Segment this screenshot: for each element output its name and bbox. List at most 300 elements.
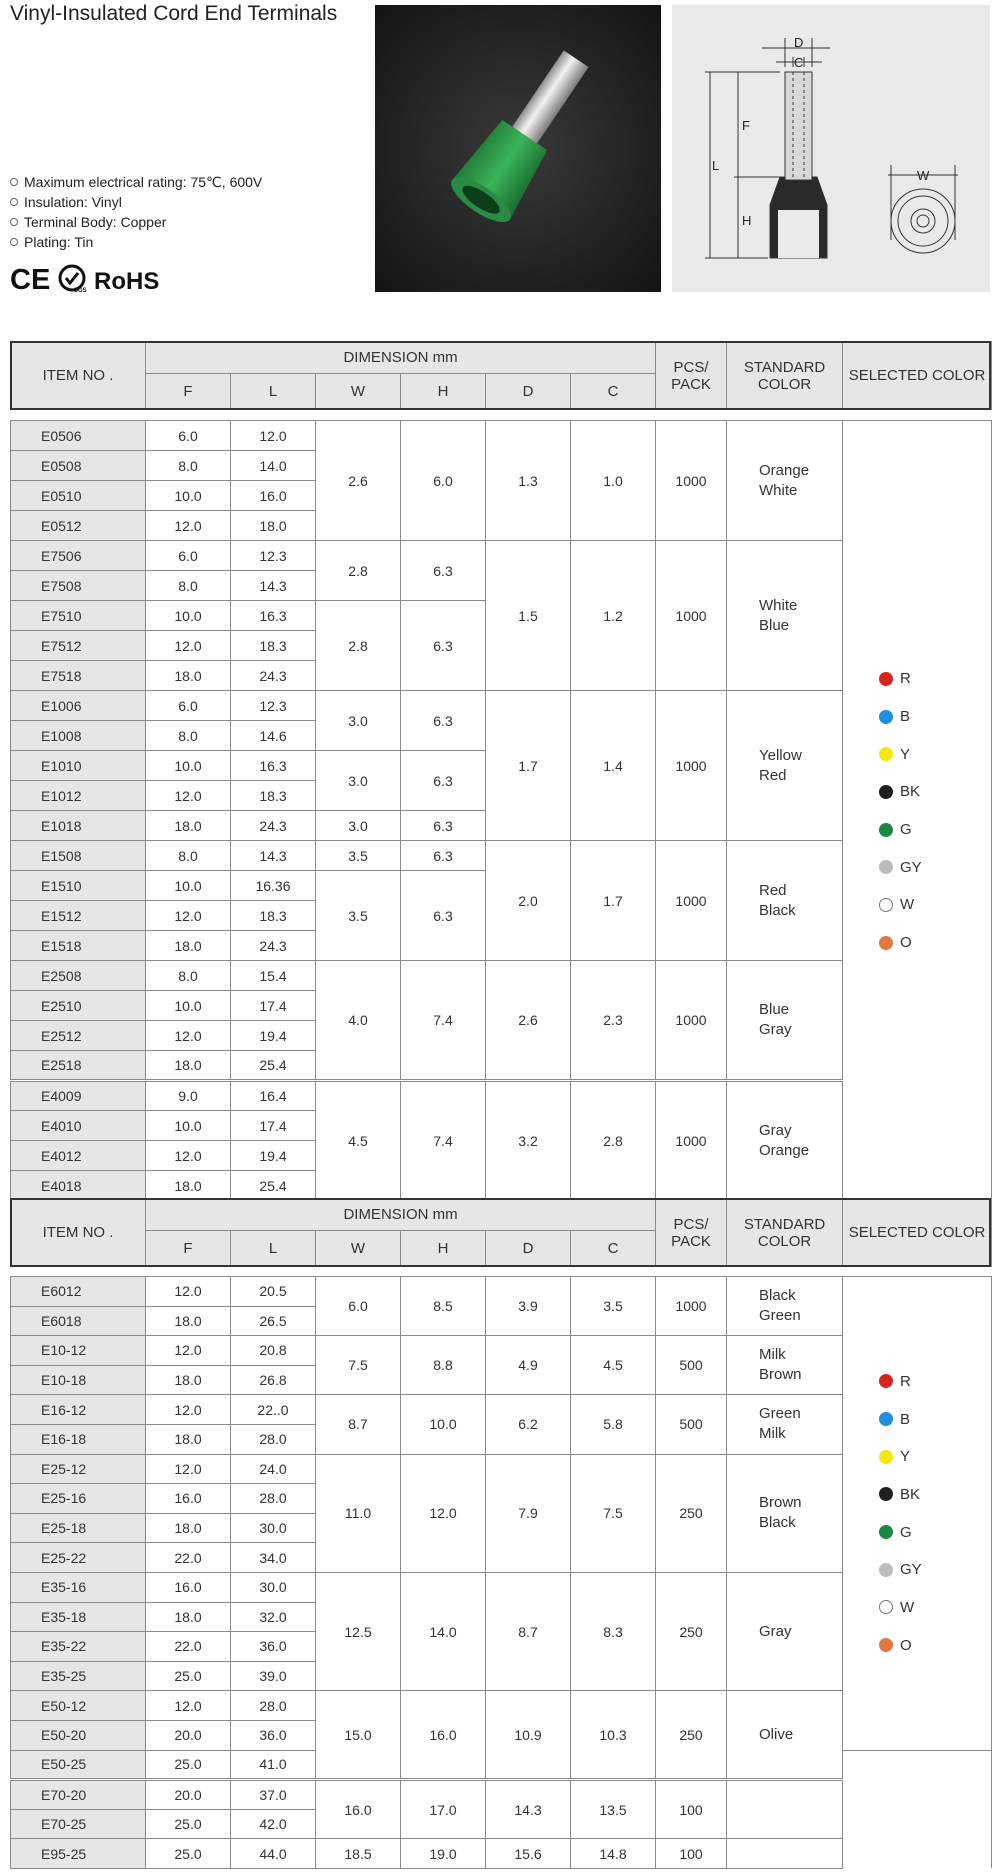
color-swatch (879, 1513, 912, 1551)
header-col-h: H (401, 1231, 486, 1267)
d-cell: 2.0 (486, 841, 571, 961)
f-cell: 12.0 (146, 1691, 231, 1721)
h-cell: 6.3 (401, 541, 486, 601)
w-cell: 3.0 (316, 811, 401, 841)
c-cell: 2.3 (571, 961, 656, 1081)
f-cell: 25.0 (146, 1661, 231, 1691)
w-cell: 2.8 (316, 541, 401, 601)
c-cell: 8.3 (571, 1572, 656, 1690)
item-no-cell: E7512 (11, 631, 146, 661)
w-cell: 6.0 (316, 1277, 401, 1336)
h-cell: 19.0 (401, 1839, 486, 1869)
l-cell: 14.0 (231, 451, 316, 481)
w-cell: 3.5 (316, 871, 401, 961)
f-cell: 25.0 (146, 1839, 231, 1869)
w-cell: 3.0 (316, 691, 401, 751)
h-cell: 6.3 (401, 811, 486, 841)
item-no-cell: E1508 (11, 841, 146, 871)
f-cell: 12.0 (146, 1021, 231, 1051)
spec-item (10, 192, 262, 212)
d-cell: 2.6 (486, 961, 571, 1081)
standard-color-cell (727, 1572, 843, 1690)
color-dot-icon (879, 710, 893, 724)
h-cell: 6.0 (401, 421, 486, 541)
header-dimension: DIMENSION mm (146, 1199, 656, 1231)
color-swatch (879, 1589, 914, 1627)
item-no-cell: E7506 (11, 541, 146, 571)
spec-text: Insulation: Vinyl (24, 194, 122, 210)
item-no-cell: E0508 (11, 451, 146, 481)
d-cell: 3.9 (486, 1277, 571, 1336)
item-no-cell: E70-20 (11, 1780, 146, 1810)
l-cell: 28.0 (231, 1424, 316, 1454)
color-code: BK (900, 783, 921, 801)
item-no-cell: E4010 (11, 1111, 146, 1141)
f-cell: 12.0 (146, 1336, 231, 1366)
l-cell: 32.0 (231, 1602, 316, 1632)
standard-color-cell (727, 1839, 843, 1869)
color-code: G (900, 1523, 912, 1541)
w-cell: 16.0 (316, 1780, 401, 1839)
color-swatch (879, 1363, 911, 1401)
h-cell: 8.5 (401, 1277, 486, 1336)
l-cell: 37.0 (231, 1780, 316, 1810)
item-no-cell: E10-12 (11, 1336, 146, 1366)
header-col-l: L (231, 1231, 316, 1267)
f-cell: 8.0 (146, 721, 231, 751)
standard-color-name: Gray (759, 1021, 792, 1038)
l-cell: 14.6 (231, 721, 316, 751)
pcs-pack-cell: 1000 (656, 1081, 727, 1201)
header-dimension: DIMENSION mm (146, 342, 656, 374)
f-cell: 18.0 (146, 1051, 231, 1081)
item-no-cell: E1018 (11, 811, 146, 841)
item-no-cell: E16-12 (11, 1395, 146, 1425)
l-cell: 16.3 (231, 601, 316, 631)
header-standard-color: STANDARD COLOR (727, 1199, 843, 1267)
color-dot-icon (879, 860, 893, 874)
item-no-cell: E35-16 (11, 1572, 146, 1602)
item-no-cell: E16-18 (11, 1424, 146, 1454)
bullet-icon (10, 218, 18, 226)
item-no-cell: E2518 (11, 1051, 146, 1081)
l-cell: 22..0 (231, 1395, 316, 1425)
standard-color-name: White (759, 596, 798, 614)
item-no-cell: E0510 (11, 481, 146, 511)
item-no-cell: E25-12 (11, 1454, 146, 1484)
h-cell: 6.3 (401, 691, 486, 751)
table2-header (10, 1198, 992, 1267)
item-no-cell: E7510 (11, 601, 146, 631)
l-cell: 42.0 (231, 1809, 316, 1839)
standard-color-name: Yellow (759, 746, 802, 764)
h-cell: 10.0 (401, 1395, 486, 1454)
color-swatch-list (843, 1363, 991, 1665)
d-cell: 1.7 (486, 691, 571, 841)
h-cell: 6.3 (401, 601, 486, 691)
header-selected-color: SELECTED COLOR (843, 1199, 992, 1267)
pcs-pack-cell: 500 (656, 1336, 727, 1395)
spec-item (10, 212, 262, 232)
w-cell: 4.0 (316, 961, 401, 1081)
item-no-cell: E1512 (11, 901, 146, 931)
color-dot-icon (879, 1450, 893, 1464)
dim-label-w: W (917, 168, 930, 183)
standard-color-cell (727, 421, 843, 541)
spec-list (10, 172, 262, 252)
w-cell: 18.5 (316, 1839, 401, 1869)
f-cell: 20.0 (146, 1720, 231, 1750)
item-no-cell: E35-25 (11, 1661, 146, 1691)
color-dot-icon (879, 747, 893, 761)
f-cell: 12.0 (146, 1395, 231, 1425)
f-cell: 18.0 (146, 1306, 231, 1336)
product-photo (375, 5, 661, 292)
standard-color-name: White (759, 481, 798, 499)
sgs-logo-icon (60, 266, 87, 294)
c-cell: 1.2 (571, 541, 656, 691)
f-cell: 18.0 (146, 1602, 231, 1632)
f-cell: 12.0 (146, 511, 231, 541)
f-cell: 18.0 (146, 931, 231, 961)
f-cell: 10.0 (146, 871, 231, 901)
f-cell: 20.0 (146, 1780, 231, 1810)
c-cell: 5.8 (571, 1395, 656, 1454)
item-no-cell: E10-18 (11, 1365, 146, 1395)
item-no-cell: E2510 (11, 991, 146, 1021)
c-cell: 13.5 (571, 1780, 656, 1839)
l-cell: 14.3 (231, 571, 316, 601)
l-cell: 44.0 (231, 1839, 316, 1869)
color-code: W (900, 1598, 915, 1616)
header-col-c: C (571, 1231, 656, 1267)
f-cell: 8.0 (146, 841, 231, 871)
l-cell: 16.3 (231, 751, 316, 781)
standard-color-name: Red (759, 881, 787, 899)
l-cell: 12.3 (231, 691, 316, 721)
color-code: GY (900, 1561, 922, 1579)
color-swatch-list (843, 660, 991, 962)
color-code: GY (900, 858, 922, 876)
standard-color-cell (727, 1691, 843, 1780)
item-no-cell: E6012 (11, 1277, 146, 1307)
c-cell: 3.5 (571, 1277, 656, 1336)
spec-item (10, 172, 262, 192)
f-cell: 6.0 (146, 421, 231, 451)
table1 (10, 420, 992, 1201)
f-cell: 22.0 (146, 1632, 231, 1662)
selected-color-cell (843, 421, 992, 1201)
standard-color-name: Black (759, 901, 796, 919)
f-cell: 8.0 (146, 961, 231, 991)
d-cell: 10.9 (486, 1691, 571, 1780)
c-cell: 1.7 (571, 841, 656, 961)
item-no-cell: E50-20 (11, 1720, 146, 1750)
pcs-pack-cell: 250 (656, 1572, 727, 1690)
f-cell: 9.0 (146, 1081, 231, 1111)
color-swatch (879, 886, 914, 924)
f-cell: 12.0 (146, 901, 231, 931)
l-cell: 24.3 (231, 661, 316, 691)
spec-item (10, 232, 262, 252)
color-dot-icon (879, 785, 893, 799)
standard-color-name: Red (759, 766, 787, 784)
color-code: W (900, 896, 915, 914)
l-cell: 24.3 (231, 931, 316, 961)
w-cell: 15.0 (316, 1691, 401, 1780)
color-swatch (879, 1438, 910, 1476)
l-cell: 30.0 (231, 1572, 316, 1602)
standard-color-cell (727, 961, 843, 1081)
c-cell: 7.5 (571, 1454, 656, 1572)
f-cell: 10.0 (146, 481, 231, 511)
item-no-cell: E95-25 (11, 1839, 146, 1869)
item-no-cell: E35-18 (11, 1602, 146, 1632)
d-cell: 1.3 (486, 421, 571, 541)
color-code: BK (900, 1485, 921, 1503)
l-cell: 36.0 (231, 1632, 316, 1662)
w-cell: 3.5 (316, 841, 401, 871)
item-no-cell: E1012 (11, 781, 146, 811)
standard-color-cell (727, 1395, 843, 1454)
standard-color-cell (727, 1081, 843, 1201)
h-cell: 6.3 (401, 841, 486, 871)
standard-color-name: Gray (759, 1622, 792, 1640)
sgs-label: SGS (74, 288, 87, 294)
table-row (11, 421, 992, 451)
f-cell: 10.0 (146, 601, 231, 631)
h-cell: 7.4 (401, 961, 486, 1081)
spec-text: Terminal Body: Copper (24, 214, 167, 230)
h-cell: 6.3 (401, 871, 486, 961)
pcs-pack-cell: 1000 (656, 541, 727, 691)
color-code: O (900, 934, 912, 952)
f-cell: 22.0 (146, 1543, 231, 1573)
item-no-cell: E0506 (11, 421, 146, 451)
color-code: G (900, 821, 912, 839)
standard-color-name: Orange (759, 1142, 810, 1159)
w-cell: 2.8 (316, 601, 401, 691)
header-standard-color: STANDARD COLOR (727, 342, 843, 410)
w-cell: 8.7 (316, 1395, 401, 1454)
l-cell: 36.0 (231, 1720, 316, 1750)
h-cell: 16.0 (401, 1691, 486, 1780)
color-swatch (879, 924, 912, 962)
color-swatch (879, 848, 922, 886)
item-no-cell: E70-25 (11, 1809, 146, 1839)
f-cell: 12.0 (146, 781, 231, 811)
l-cell: 16.0 (231, 481, 316, 511)
item-no-cell: E25-18 (11, 1513, 146, 1543)
dim-label-l: L (712, 158, 720, 173)
color-dot-icon (879, 1525, 893, 1539)
ce-mark-icon: CE (10, 264, 51, 294)
item-no-cell: E4009 (11, 1081, 146, 1111)
l-cell: 12.0 (231, 421, 316, 451)
color-dot-icon (879, 672, 893, 686)
header-col-w: W (316, 1231, 401, 1267)
pcs-pack-cell: 100 (656, 1780, 727, 1839)
bullet-icon (10, 198, 18, 206)
header-col-d: D (486, 1231, 571, 1267)
header-col-f: F (146, 1231, 231, 1267)
selected-color-blank (843, 1750, 992, 1868)
d-cell: 1.5 (486, 541, 571, 691)
color-swatch (879, 1400, 910, 1438)
item-no-cell: E2512 (11, 1021, 146, 1051)
item-no-cell: E25-22 (11, 1543, 146, 1573)
standard-color-cell (727, 841, 843, 961)
header-pcs-pack: PCS/ PACK (656, 1199, 727, 1267)
color-swatch (879, 660, 911, 698)
item-no-cell: E4018 (11, 1171, 146, 1201)
item-no-cell: E1010 (11, 751, 146, 781)
l-cell: 20.8 (231, 1336, 316, 1366)
l-cell: 16.4 (231, 1081, 316, 1111)
w-cell: 11.0 (316, 1454, 401, 1572)
l-cell: 15.4 (231, 961, 316, 991)
l-cell: 14.3 (231, 841, 316, 871)
w-cell: 7.5 (316, 1336, 401, 1395)
h-cell: 17.0 (401, 1780, 486, 1839)
standard-color-cell (727, 1454, 843, 1572)
h-cell: 7.4 (401, 1081, 486, 1201)
standard-color-cell (727, 1780, 843, 1839)
color-dot-icon (879, 1487, 893, 1501)
color-swatch (879, 1476, 920, 1514)
d-cell: 6.2 (486, 1395, 571, 1454)
standard-color-cell (727, 691, 843, 841)
l-cell: 26.8 (231, 1365, 316, 1395)
color-swatch (879, 1551, 922, 1589)
header-selected-color: SELECTED COLOR (843, 342, 992, 410)
w-cell: 2.6 (316, 421, 401, 541)
l-cell: 18.3 (231, 781, 316, 811)
h-cell: 6.3 (401, 751, 486, 811)
d-cell: 3.2 (486, 1081, 571, 1201)
l-cell: 18.3 (231, 631, 316, 661)
standard-color-name: Blue (759, 616, 790, 634)
color-swatch (879, 698, 910, 736)
f-cell: 12.0 (146, 631, 231, 661)
spec-text: Maximum electrical rating: 75℃, 600V (24, 174, 263, 190)
w-cell: 12.5 (316, 1572, 401, 1690)
l-cell: 25.4 (231, 1171, 316, 1201)
item-no-cell: E1518 (11, 931, 146, 961)
color-dot-icon (879, 1563, 893, 1577)
c-cell: 1.4 (571, 691, 656, 841)
standard-color-name: Gray (759, 1122, 792, 1139)
f-cell: 18.0 (146, 1365, 231, 1395)
f-cell: 8.0 (146, 571, 231, 601)
header-pcs-pack: PCS/ PACK (656, 342, 727, 410)
standard-color-name: Milk (759, 1346, 786, 1364)
standard-color-cell (727, 1277, 843, 1336)
item-no-cell: E1006 (11, 691, 146, 721)
standard-color-name: Brown (759, 1366, 802, 1384)
item-no-cell: E1008 (11, 721, 146, 751)
standard-color-cell (727, 1336, 843, 1395)
w-cell: 4.5 (316, 1081, 401, 1201)
bullet-icon (10, 178, 18, 186)
item-no-cell: E50-12 (11, 1691, 146, 1721)
c-cell: 4.5 (571, 1336, 656, 1395)
f-cell: 12.0 (146, 1454, 231, 1484)
h-cell: 14.0 (401, 1572, 486, 1690)
item-no-cell: E6018 (11, 1306, 146, 1336)
f-cell: 18.0 (146, 1513, 231, 1543)
f-cell: 10.0 (146, 991, 231, 1021)
color-code: B (900, 1410, 911, 1428)
f-cell: 10.0 (146, 1111, 231, 1141)
pcs-pack-cell: 100 (656, 1839, 727, 1869)
standard-color-name: Black (759, 1287, 796, 1305)
item-no-cell: E25-16 (11, 1484, 146, 1514)
dim-label-c: C (794, 55, 804, 70)
l-cell: 17.4 (231, 991, 316, 1021)
h-cell: 8.8 (401, 1336, 486, 1395)
l-cell: 30.0 (231, 1513, 316, 1543)
f-cell: 12.0 (146, 1141, 231, 1171)
item-no-cell: E35-22 (11, 1632, 146, 1662)
header-col-l: L (231, 374, 316, 410)
color-dot-icon (879, 823, 893, 837)
item-no-cell: E7518 (11, 661, 146, 691)
l-cell: 24.0 (231, 1454, 316, 1484)
pcs-pack-cell: 1000 (656, 961, 727, 1081)
color-dot-icon (879, 1600, 893, 1614)
standard-color-name: Orange (759, 461, 810, 479)
l-cell: 39.0 (231, 1661, 316, 1691)
table2 (10, 1276, 992, 1869)
item-no-cell: E1510 (11, 871, 146, 901)
color-dot-icon (879, 1374, 893, 1388)
pcs-pack-cell: 1000 (656, 1277, 727, 1336)
standard-color-cell (727, 541, 843, 691)
color-code: B (900, 708, 911, 726)
standard-color-name: Olive (759, 1725, 794, 1743)
pcs-pack-cell: 1000 (656, 841, 727, 961)
f-cell: 18.0 (146, 661, 231, 691)
color-code: Y (900, 745, 911, 763)
l-cell: 17.4 (231, 1111, 316, 1141)
l-cell: 20.5 (231, 1277, 316, 1307)
header-item-no: ITEM NO . (11, 342, 146, 410)
dim-label-h: H (742, 213, 752, 228)
f-cell: 12.0 (146, 1277, 231, 1307)
dim-label-d: D (794, 35, 804, 50)
f-cell: 25.0 (146, 1809, 231, 1839)
l-cell: 12.3 (231, 541, 316, 571)
color-swatch (879, 735, 910, 773)
dimension-drawing (672, 5, 990, 292)
standard-color-name: Black (759, 1514, 796, 1532)
item-no-cell: E4012 (11, 1141, 146, 1171)
color-code: O (900, 1636, 912, 1654)
header-col-w: W (316, 374, 401, 410)
l-cell: 18.0 (231, 511, 316, 541)
w-cell: 3.0 (316, 751, 401, 811)
l-cell: 26.5 (231, 1306, 316, 1336)
l-cell: 28.0 (231, 1691, 316, 1721)
h-cell: 12.0 (401, 1454, 486, 1572)
header-item-no: ITEM NO . (11, 1199, 146, 1267)
f-cell: 18.0 (146, 1171, 231, 1201)
item-no-cell: E0512 (11, 511, 146, 541)
d-cell: 15.6 (486, 1839, 571, 1869)
table1-header (10, 341, 992, 410)
d-cell: 8.7 (486, 1572, 571, 1690)
